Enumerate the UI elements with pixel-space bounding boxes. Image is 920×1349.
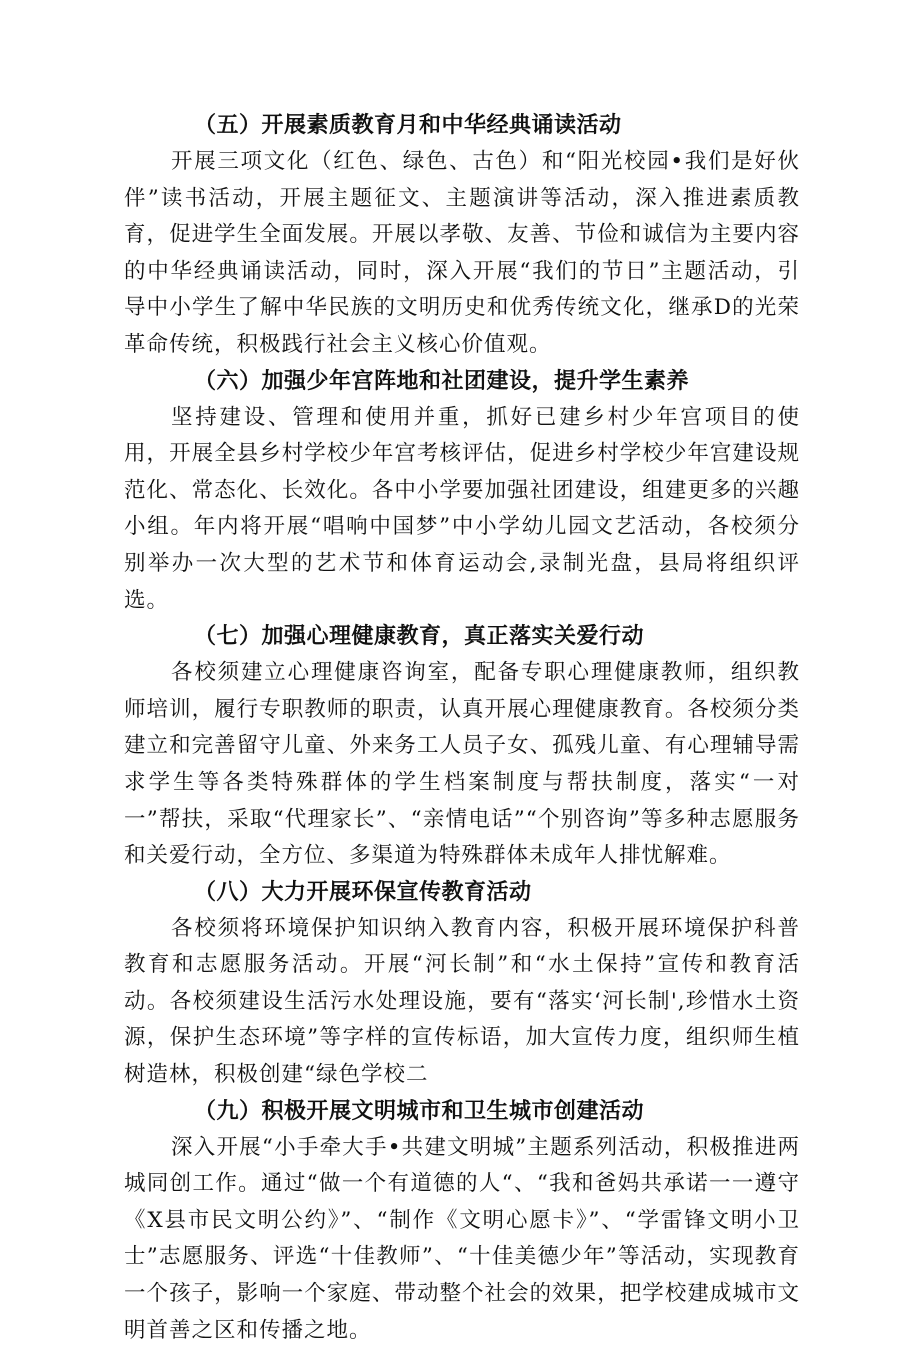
section-7 xyxy=(124,619,800,875)
section-heading: （八）大力开展环保宣传教育活动 xyxy=(194,879,532,905)
section-5 xyxy=(124,108,800,364)
section-heading: （九）积极开展文明城市和卫生城市创建活动 xyxy=(194,1098,645,1124)
document-page xyxy=(124,108,800,1349)
section-paragraph: 各校须将环境保护知识纳入教育内容，积极开展环境保护科普教育和志愿服务活动。开展“河长制”和“水土保持”宣传和教育活动。各校须建设生活污水处理设施，要有“落实‘河长制',珍惜水土资源，保护生态环境”等字样的宣传标语，加大宣传力度，组织师生植树造林，积极创建“绿色学校二 xyxy=(124,915,800,1088)
section-6 xyxy=(124,364,800,620)
section-paragraph: 各校须建立心理健康咨询室，配备专职心理健康教师，组织教师培训，履行专职教师的职责，认真开展心理健康教育。各校须分类建立和完善留守儿童、外来务工人员子女、孤残儿童、有心理辅导需求学生等各类特殊群体的学生档案制度与帮扶制度，落实“一对一”帮扶，采取“代理家长”、“亲情电话”“个别咨询”等多种志愿服务和关爱行动，全方位、多渠道为特殊群体未成年人排忧解难。 xyxy=(124,660,800,869)
section-heading: （七）加强心理健康教育，真正落实关爱行动 xyxy=(194,624,645,650)
section-paragraph: 深入开展“小手牵大手•共建文明城”主题系列活动，积极推进两城同创工作。通过“做一个有道德的人“、“我和爸妈共承诺一一遵守《X县市民文明公约》”、“制作《文明心愿卡》”、“学雷锋文明小卫士”志愿服务、评选“十佳教师”、“十佳美德少年”等活动，实现教育一个孩子，影响一个家庭、带动整个社会的效果，把学校建成城市文明首善之区和传播之地。 xyxy=(124,1134,800,1343)
section-paragraph: 坚持建设、管理和使用并重，抓好已建乡村少年宫项目的使用，开展全县乡村学校少年宫考核评估，促进乡村学校少年宫建设规范化、常态化、长效化。各中小学要加强社团建设，组建更多的兴趣小组。年内将开展“唱响中国梦”中小学幼儿园文艺活动，各校须分别举办一次大型的艺术节和体育运动会,录制光盘，县局将组织评选。 xyxy=(124,404,800,613)
section-heading: （六）加强少年宫阵地和社团建设，提升学生素养 xyxy=(194,368,690,394)
section-heading: （五）开展素质教育月和中华经典诵读活动 xyxy=(194,113,622,138)
section-8 xyxy=(124,875,800,1094)
section-9 xyxy=(124,1094,800,1349)
section-paragraph: 开展三项文化（红色、绿色、古色）和“阳光校园•我们是好伙伴”读书活动，开展主题征文、主题演讲等活动，深入推进素质教育，促进学生全面发展。开展以孝敬、友善、节俭和诚信为主要内容的中华经典诵读活动，同时，深入开展“我们的节日”主题活动，引导中小学生了解中华民族的文明历史和优秀传统文化，继承D的光荣革命传统，积极践行社会主义核心价值观。 xyxy=(124,149,800,357)
